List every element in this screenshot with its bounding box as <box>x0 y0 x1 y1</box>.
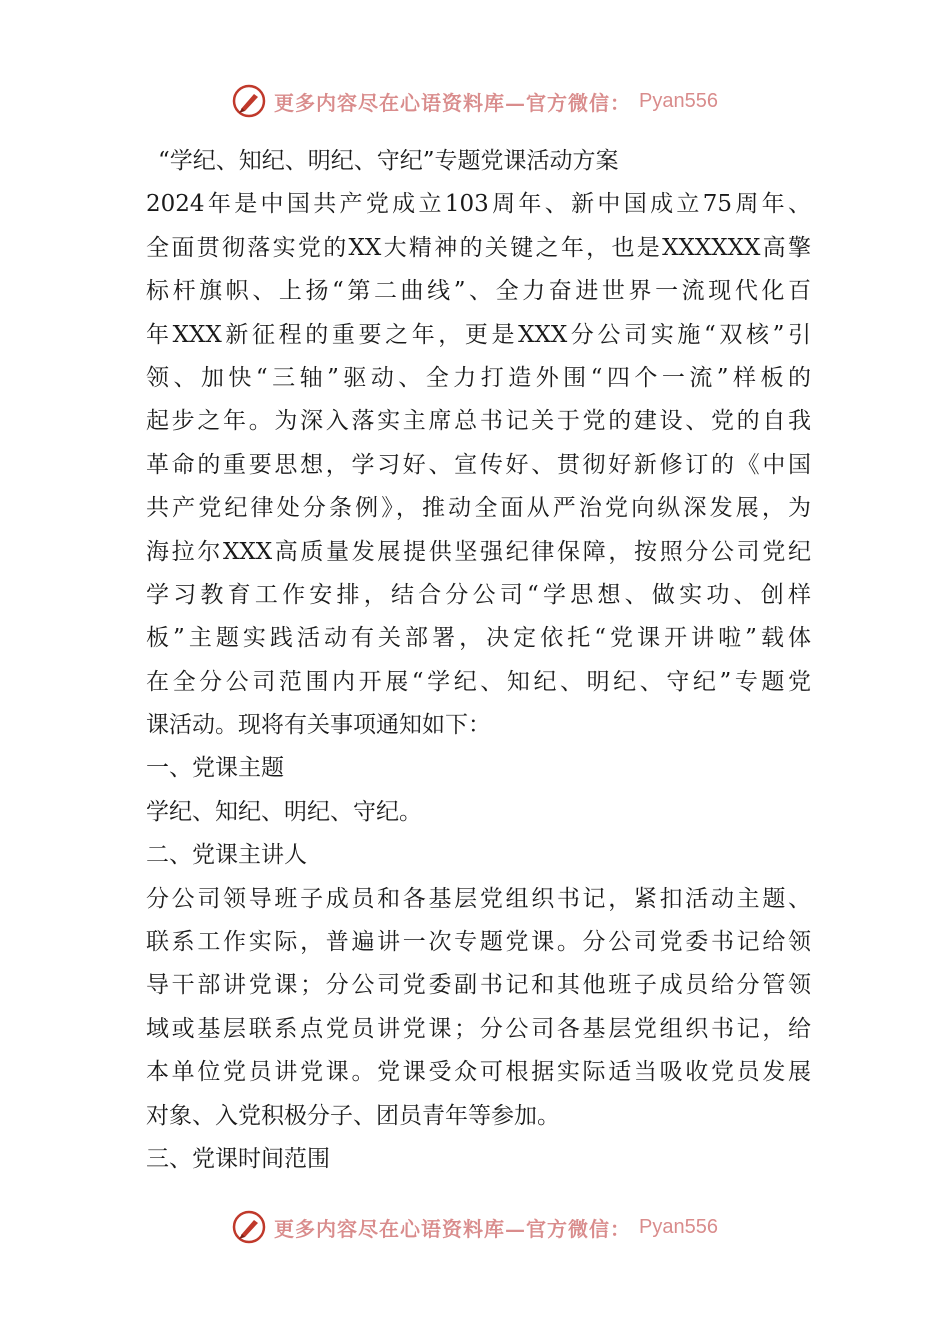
watermark-footer <box>0 1210 950 1244</box>
section-1-heading: 一、党课主题 <box>146 755 284 782</box>
section-2-paragraph <box>146 878 811 1138</box>
intro-line: 标杆旗帜、上扬“第二曲线”、全力奋进世界一流现代化百 <box>146 278 811 305</box>
watermark-text: 更多内容尽在心语资料库—官方微信： <box>274 90 632 115</box>
watermark-text: 更多内容尽在心语资料库—官方微信： <box>274 1216 632 1241</box>
intro-line: 领、加快“三轴”驱动、全力打造外围“四个一流”样板的 <box>146 364 811 391</box>
document-body <box>146 140 811 1181</box>
document-title: “学纪、知纪、明纪、守纪”专题党课活动方案 <box>158 148 619 174</box>
intro-line: 共产党纪律处分条例》，推动全面从严治党向纵深发展，为 <box>146 495 811 522</box>
section-2-line: 分公司领导班子成员和各基层党组织书记，紧扣活动主题、 <box>146 885 811 912</box>
intro-line: 革命的重要思想，学习好、宣传好、贯彻好新修订的《中国 <box>146 451 811 478</box>
section-2-line: 本单位党员讲党课。党课受众可根据实际适当吸收党员发展 <box>146 1059 811 1086</box>
section-1-body: 学纪、知纪、明纪、守纪。 <box>146 798 422 825</box>
intro-line: 学习教育工作安排，结合分公司“学思想、做实功、创样 <box>146 581 811 608</box>
intro-line: 课活动。现将有关事项通知如下： <box>146 712 491 739</box>
watermark-wechat-id: Pyan556 <box>639 89 718 112</box>
section-2-line: 域或基层联系点党员讲党课；分公司各基层党组织书记，给 <box>146 1015 811 1042</box>
section-2-line: 对象、入党积极分子、团员青年等参加。 <box>146 1102 560 1129</box>
intro-paragraph <box>146 183 811 747</box>
section-2-heading: 二、党课主讲人 <box>146 842 307 869</box>
intro-line: 在全分公司范围内开展“学纪、知纪、明纪、守纪”专题党 <box>146 668 811 695</box>
watermark-wechat-id: Pyan556 <box>639 1215 718 1238</box>
intro-line: 海拉尔XXX高质量发展提供坚强纪律保障，按照分公司党纪 <box>146 538 811 565</box>
section-3-heading: 三、党课时间范围 <box>146 1145 330 1172</box>
intro-line: 板”主题实践活动有关部署，决定依托“党课开讲啦”载体 <box>146 625 811 652</box>
pen-logo-icon <box>232 84 266 118</box>
intro-line: 2024年是中国共产党成立103周年、新中国成立75周年、 <box>146 191 811 218</box>
intro-line: 全面贯彻落实党的XX大精神的关键之年，也是XXXXXX高擎 <box>146 234 811 261</box>
watermark-header <box>0 84 950 118</box>
intro-line: 年XXX新征程的重要之年，更是XXX分公司实施“双核”引 <box>146 321 811 348</box>
section-2-line: 联系工作实际，普遍讲一次专题党课。分公司党委书记给领 <box>146 929 811 956</box>
pen-logo-icon <box>232 1210 266 1244</box>
intro-line: 起步之年。为深入落实主席总书记关于党的建设、党的自我 <box>146 408 811 435</box>
section-2-line: 导干部讲党课；分公司党委副书记和其他班子成员给分管领 <box>146 972 811 999</box>
